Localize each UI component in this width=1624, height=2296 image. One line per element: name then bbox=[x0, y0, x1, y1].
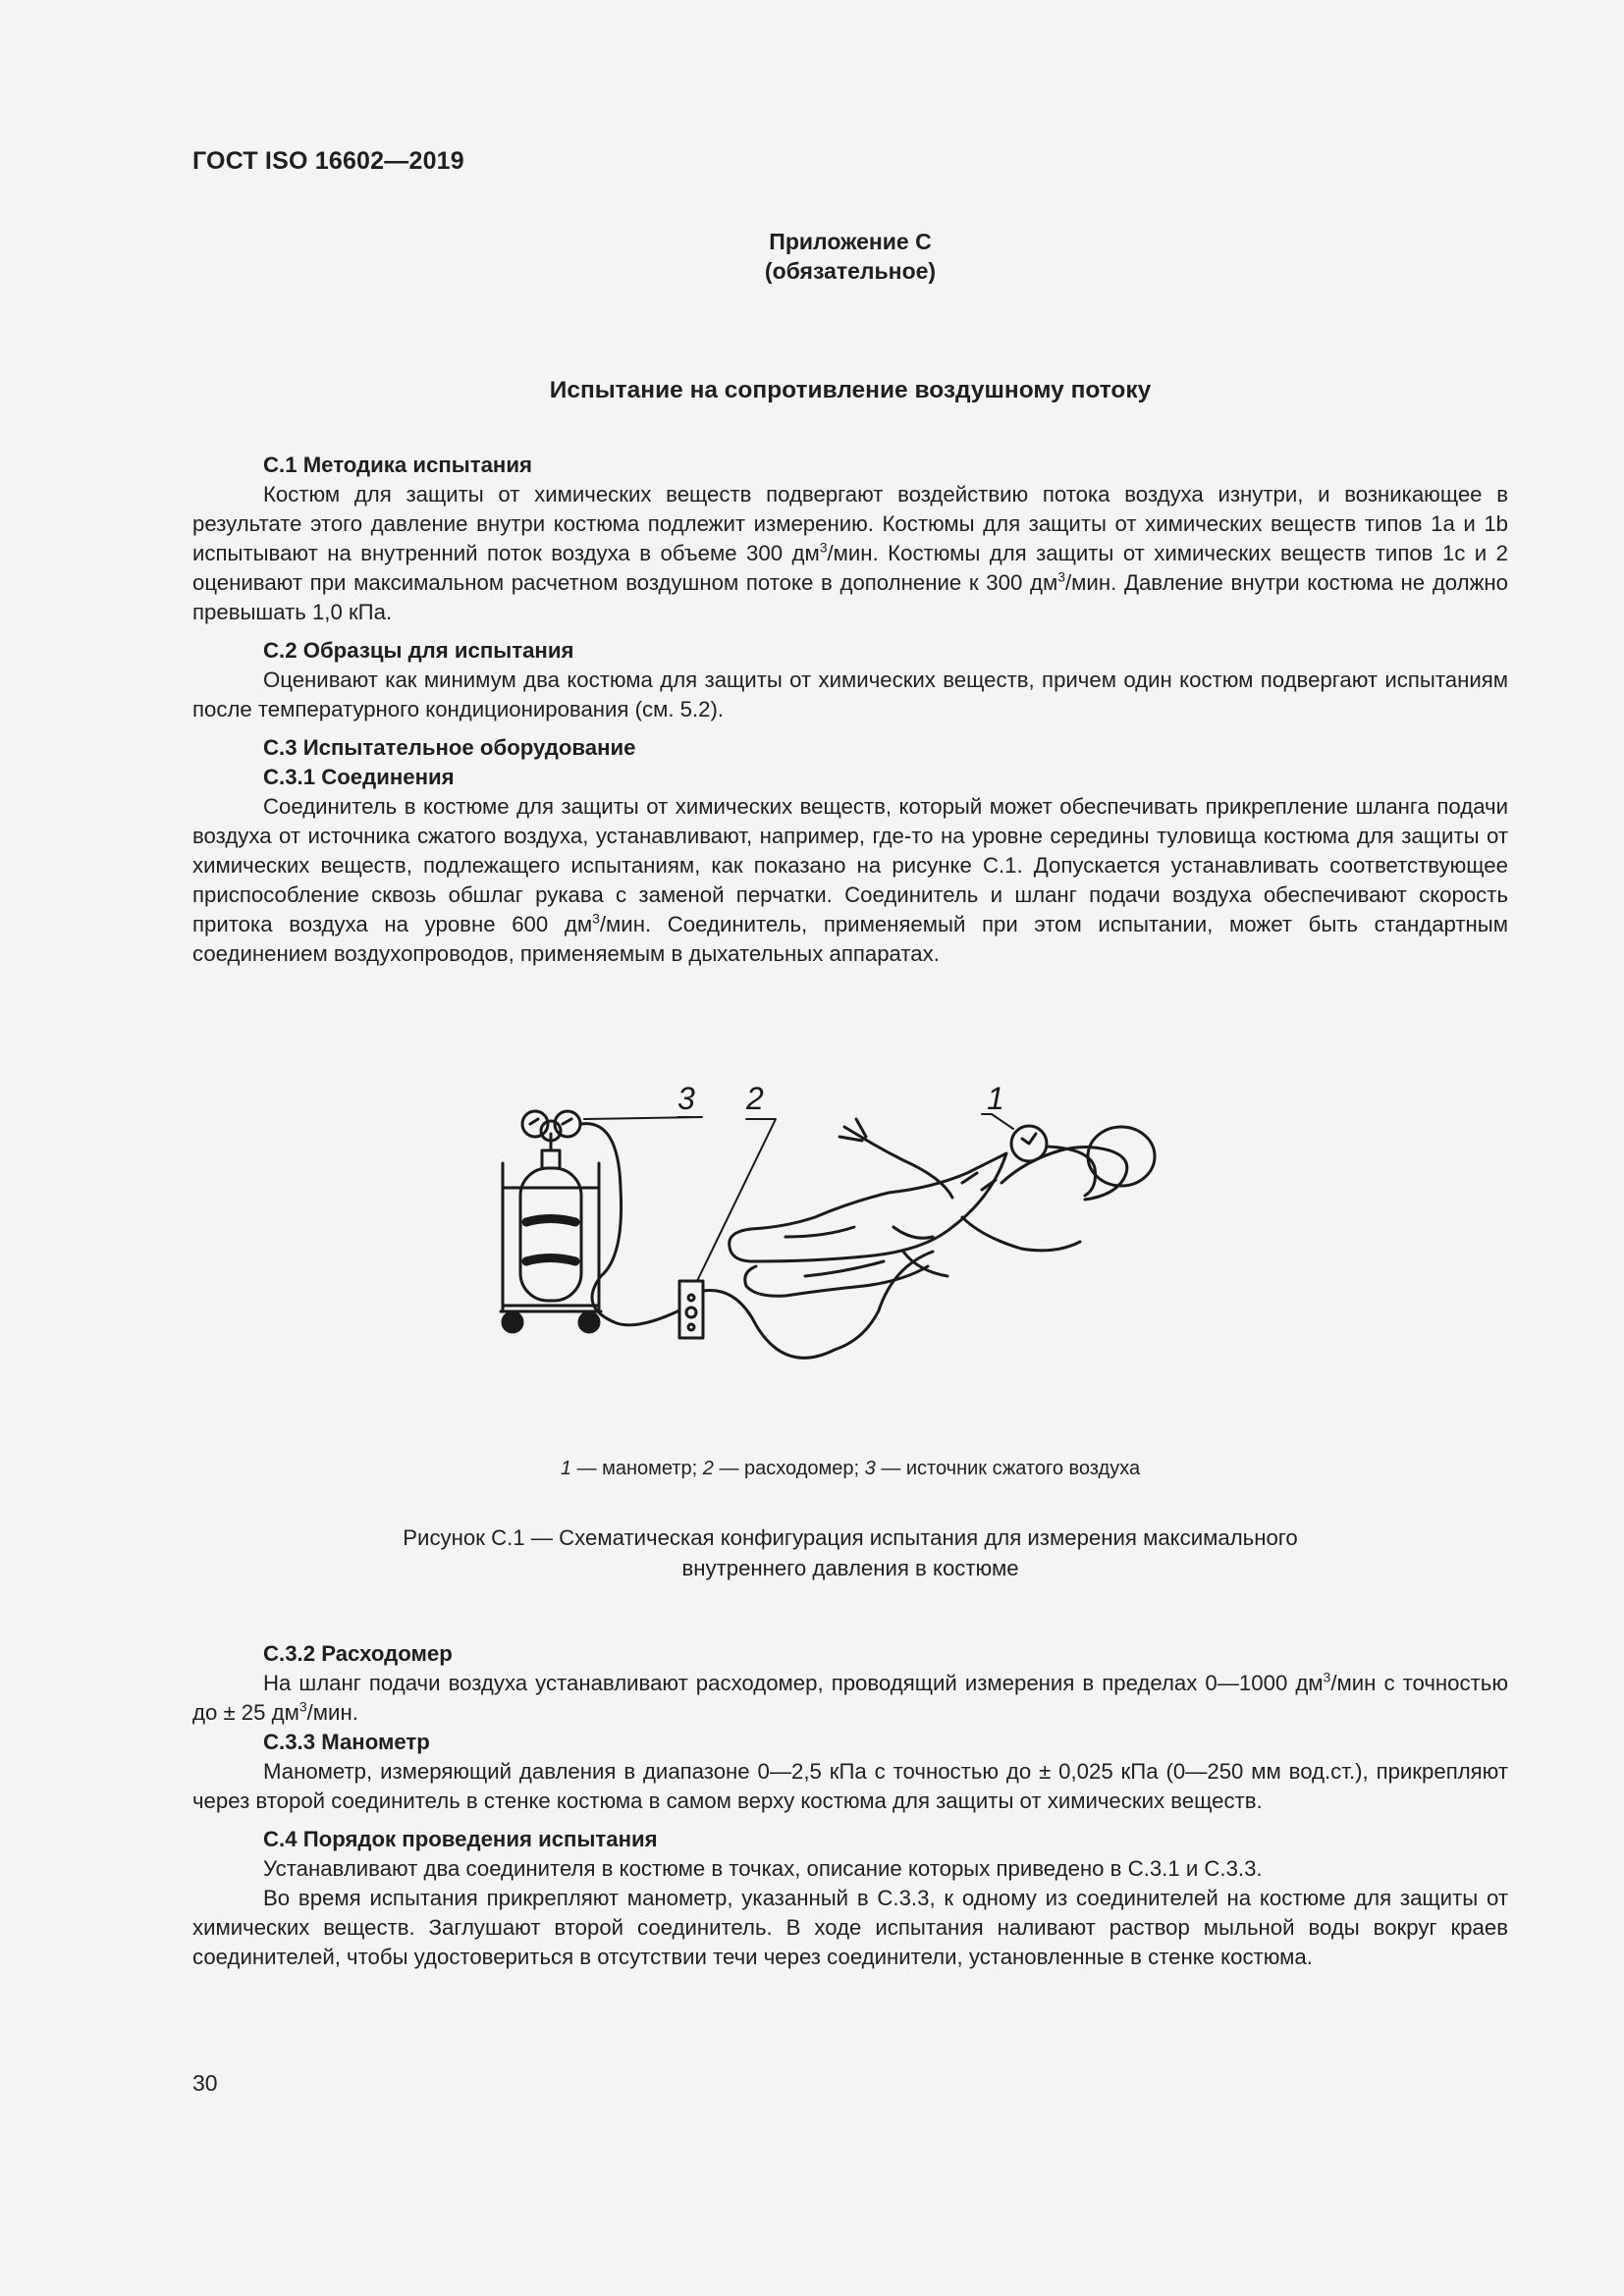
paragraph-c32: На шланг подачи воздуха устанавливают расходомер, проводящий измерения в пределах 0—1000 $дм^3$/мин с точностью до ± 25 $дм^3$/мин. bbox=[192, 1669, 1508, 1725]
callout-1: 1 bbox=[987, 1081, 1004, 1116]
figure-legend: 1 — манометр; 2 — расходомер; 3 — источник сжатого воздуха bbox=[560, 1458, 1141, 1479]
section-heading-c31: С.3.1 Соединения bbox=[263, 765, 455, 789]
manometer bbox=[1011, 1126, 1047, 1161]
paragraph-c2: Оценивают как минимум два костюма для защиты от химических веществ, причем один костюм подвергают испытаниям после температурного кондиционирования (см. 5.2). bbox=[192, 667, 1508, 721]
paragraph-c4-1: Устанавливают два соединителя в костюме в точках, описание которых приведено в С.3.1 и С.3.3. bbox=[263, 1856, 1263, 1881]
section-heading-c32: С.3.2 Расходомер bbox=[263, 1641, 453, 1666]
callout-line-1 bbox=[982, 1114, 1013, 1129]
callout-3: 3 bbox=[677, 1081, 695, 1116]
annex-title: Приложение С bbox=[769, 229, 932, 254]
section-heading-c4: С.4 Порядок проведения испытания bbox=[263, 1827, 658, 1851]
figure-caption: Рисунок С.1 — Схематическая конфигурация испытания для измерения максимального внутреннего давления в костюме bbox=[403, 1525, 1298, 1580]
section-heading-c1: С.1 Методика испытания bbox=[263, 453, 532, 477]
section-heading-c33: С.3.3 Манометр bbox=[263, 1730, 430, 1754]
section-heading-c2: С.2 Образцы для испытания bbox=[263, 638, 574, 663]
callout-2: 2 bbox=[746, 1081, 764, 1116]
compressed-air-cylinder bbox=[501, 1111, 601, 1332]
text-section-lower bbox=[192, 1639, 1508, 1972]
suit-supply-hose bbox=[703, 1252, 933, 1358]
callout-line-3 bbox=[584, 1117, 702, 1119]
paragraph-c33: Манометр, измеряющий давления в диапазоне 0—2,5 кПа с точностью до ± 0,025 кПа (0—250 мм вод.ст.), прикрепляют через второй соединитель в стенке костюма в самом верху костюма для защиты от химических веществ. bbox=[192, 1759, 1508, 1813]
paragraph-c31: Соединитель в костюме для защиты от химических веществ, который может обеспечивать прикрепление шланга подачи воздуха от источника сжатого воздуха, устанавливают, например, где-то на уровне середины туловища костюма для защиты от химических веществ, подлежащего испытаниям, как показано на рисунке С.1. Допускается устанавливать соответствующее приспособление сквозь обшлаг рукава с заменой перчатки. Соединитель и шланг подачи воздуха обеспечивают скорость притока воздуха на уровне 600 $дм^3$/мин. Соединитель, применяемый при этом испытании, может быть стандартным соединением воздухопроводов, применяемым в дыхательных аппаратах. bbox=[192, 794, 1509, 966]
paragraph-c1: Костюм для защиты от химических веществ подвергают воздействию потока воздуха изнутри, и возникающее в результате этого давление внутри костюма подлежит измерению. Костюмы для защиты от химических веществ типов 1а и 1b испытывают на внутренний поток воздуха в объеме 300 $дм^3$/мин. Костюмы для защиты от химических веществ типов 1с и 2 оценивают при максимальном расчетном воздушном потоке в дополнение к 300 $дм^3$/мин. Давление внутри костюма не должно превышать 1,0 кПа. bbox=[192, 482, 1508, 624]
paragraph-c4-2: Во время испытания прикрепляют манометр, указанный в С.3.3, к одному из соединителей на костюме для защиты от химических веществ. Заглушают второй соединитель. В ходе испытания наливают раствор мыльной воды вокруг краев соединителей, чтобы удостовериться в отсутствии течи через соединители, установленные в стенке костюма. bbox=[192, 1886, 1508, 1969]
section-heading-c3: С.3 Испытательное оборудование bbox=[263, 735, 636, 760]
page-number: 30 bbox=[192, 2070, 218, 2096]
annex-heading: Испытание на сопротивление воздушному потоку bbox=[549, 377, 1152, 403]
annex-status: (обязательное) bbox=[764, 258, 937, 284]
air-supply-hose bbox=[581, 1124, 679, 1325]
standard-header: ГОСТ ISO 16602—2019 bbox=[192, 147, 464, 175]
text-section-upper bbox=[192, 451, 1508, 969]
protective-suit-figure bbox=[730, 1119, 1155, 1296]
test-setup-figure bbox=[491, 1080, 1237, 1423]
flowmeter bbox=[679, 1281, 703, 1338]
